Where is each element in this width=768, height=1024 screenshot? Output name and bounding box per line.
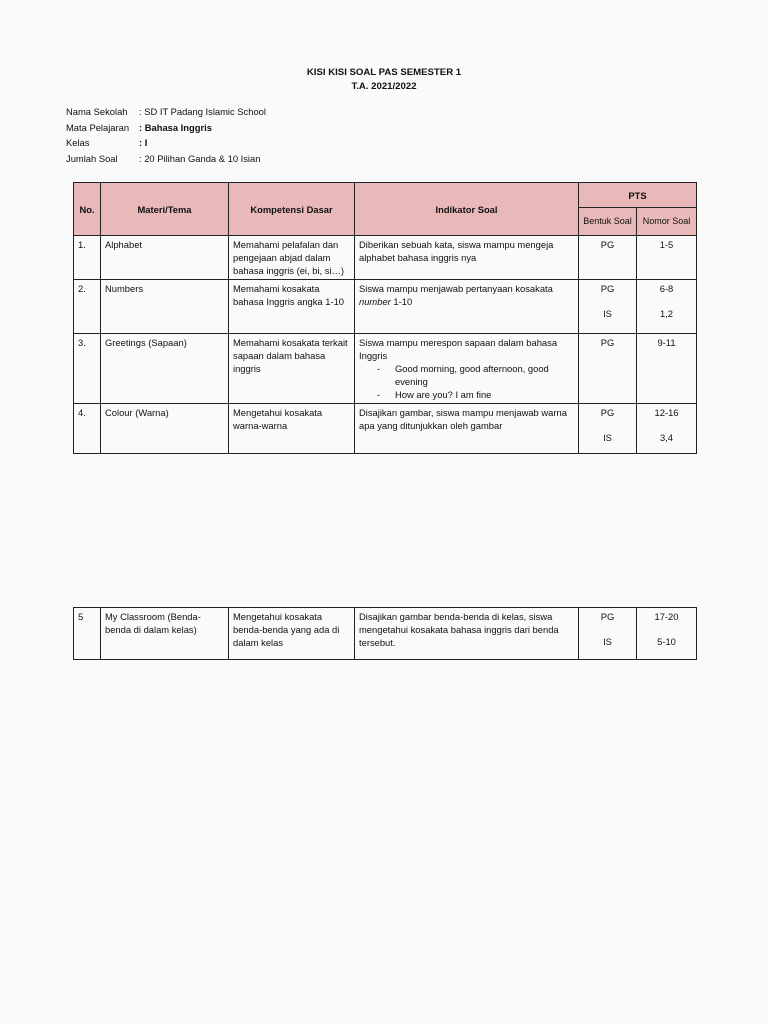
table-row — [74, 608, 697, 660]
cell-bentuk — [579, 608, 637, 660]
grid-table — [73, 182, 697, 454]
info-value: : I — [139, 137, 148, 148]
list-item: - How are you? I am fine — [377, 388, 574, 401]
cell-nomor — [637, 404, 697, 454]
info-label: Nama Sekolah — [66, 106, 128, 117]
nomor-value: 1,2 — [659, 308, 674, 319]
info-row-class — [66, 135, 266, 151]
table-row — [74, 334, 697, 404]
indikator-suffix: 1-10 — [393, 296, 413, 307]
header-nomor-soal: Nomor Soal — [637, 208, 697, 236]
indikator-italic: number — [359, 296, 391, 307]
cell-kompetensi: Mengetahui kosakata benda-benda yang ada di dalam kelas — [229, 608, 355, 660]
table-row — [74, 236, 697, 280]
cell-no: 2. — [74, 280, 101, 334]
cell-indikator — [355, 280, 579, 334]
nomor-value: 12-16 — [654, 407, 679, 418]
cell-materi: Greetings (Sapaan) — [101, 334, 229, 404]
cell-bentuk — [579, 236, 637, 280]
cell-nomor — [637, 280, 697, 334]
academic-year: T.A. 2021/2022 — [351, 81, 417, 92]
document-title: KISI KISI SOAL PAS SEMESTER 1 — [306, 67, 462, 78]
nomor-value: 5-10 — [657, 636, 676, 647]
info-row-subject — [66, 120, 266, 136]
cell-bentuk — [579, 334, 637, 404]
info-row-school — [66, 104, 266, 120]
info-label: Jumlah Soal — [66, 152, 118, 164]
cell-indikator: Disajikan gambar, siswa mampu menjawab warna apa yang ditunjukkan oleh gambar — [355, 404, 579, 454]
nomor-value: 3,4 — [659, 432, 674, 443]
school-info — [66, 104, 266, 166]
grid-table-continued — [73, 607, 697, 660]
bentuk-value: PG — [600, 337, 615, 348]
nomor-value: 6-8 — [659, 283, 674, 294]
cell-indikator: Diberikan sebuah kata, siswa mampu mengeja alphabet bahasa inggris nya — [355, 236, 579, 280]
bentuk-value: PG — [600, 611, 615, 622]
info-label: Kelas — [66, 137, 90, 148]
nomor-value: 17-20 — [654, 611, 679, 622]
cell-bentuk — [579, 280, 637, 334]
indikator-text: Siswa mampu merespon sapaan dalam bahasa Inggris — [359, 337, 558, 361]
cell-materi: My Classroom (Benda-benda di dalam kelas) — [101, 608, 229, 660]
cell-no: 4. — [74, 404, 101, 454]
cell-no: 3. — [74, 334, 101, 404]
header-pts: PTS — [579, 183, 697, 208]
cell-indikator — [355, 334, 579, 404]
cell-bentuk — [579, 404, 637, 454]
header-indikator: Indikator Soal — [355, 183, 579, 236]
cell-kompetensi: Memahami pelafalan dan pengejaan abjad dalam bahasa inggris (ei, bi, si…) — [229, 236, 355, 280]
cell-kompetensi: Memahami kosakata terkait sapaan dalam bahasa inggris — [229, 334, 355, 404]
bentuk-value: PG — [600, 283, 615, 294]
info-value: : SD IT Padang Islamic School — [139, 106, 266, 117]
bentuk-value: IS — [603, 432, 612, 443]
nomor-value: 1-5 — [659, 239, 674, 250]
cell-materi: Colour (Warna) — [101, 404, 229, 454]
bentuk-value: PG — [600, 407, 615, 418]
table-row — [74, 404, 697, 454]
bentuk-value: IS — [603, 308, 612, 319]
header-kompetensi: Kompetensi Dasar — [229, 183, 355, 236]
cell-kompetensi: Memahami kosakata bahasa Inggris angka 1-10 — [229, 280, 355, 334]
info-row-question-count — [66, 151, 266, 167]
cell-kompetensi: Mengetahui kosakata warna-warna — [229, 404, 355, 454]
list-item: - Good morning, good afternoon, good evening — [377, 362, 574, 388]
cell-nomor — [637, 608, 697, 660]
cell-materi: Numbers — [101, 280, 229, 334]
cell-no: 5 — [74, 608, 101, 660]
bentuk-value: PG — [600, 239, 615, 250]
indikator-text: Siswa mampu menjawab pertanyaan kosakata — [359, 283, 553, 294]
info-value: : 20 Pilihan Ganda & 10 Isian — [139, 152, 261, 164]
table-row — [74, 280, 697, 334]
cell-materi: Alphabet — [101, 236, 229, 280]
info-value: : Bahasa Inggris — [139, 121, 212, 133]
nomor-value: 9-11 — [657, 337, 676, 348]
header-bentuk-soal: Bentuk Soal — [579, 208, 637, 236]
info-label: Mata Pelajaran — [66, 121, 130, 133]
header-materi: Materi/Tema — [101, 183, 229, 236]
cell-nomor — [637, 334, 697, 404]
indikator-list — [359, 362, 574, 401]
cell-indikator: Disajikan gambar benda-benda di kelas, siswa mengetahui kosakata bahasa inggris dari benda tersebut. — [355, 608, 579, 660]
cell-nomor — [637, 236, 697, 280]
cell-no: 1. — [74, 236, 101, 280]
header-no: No. — [74, 183, 101, 236]
bentuk-value: IS — [603, 636, 612, 647]
